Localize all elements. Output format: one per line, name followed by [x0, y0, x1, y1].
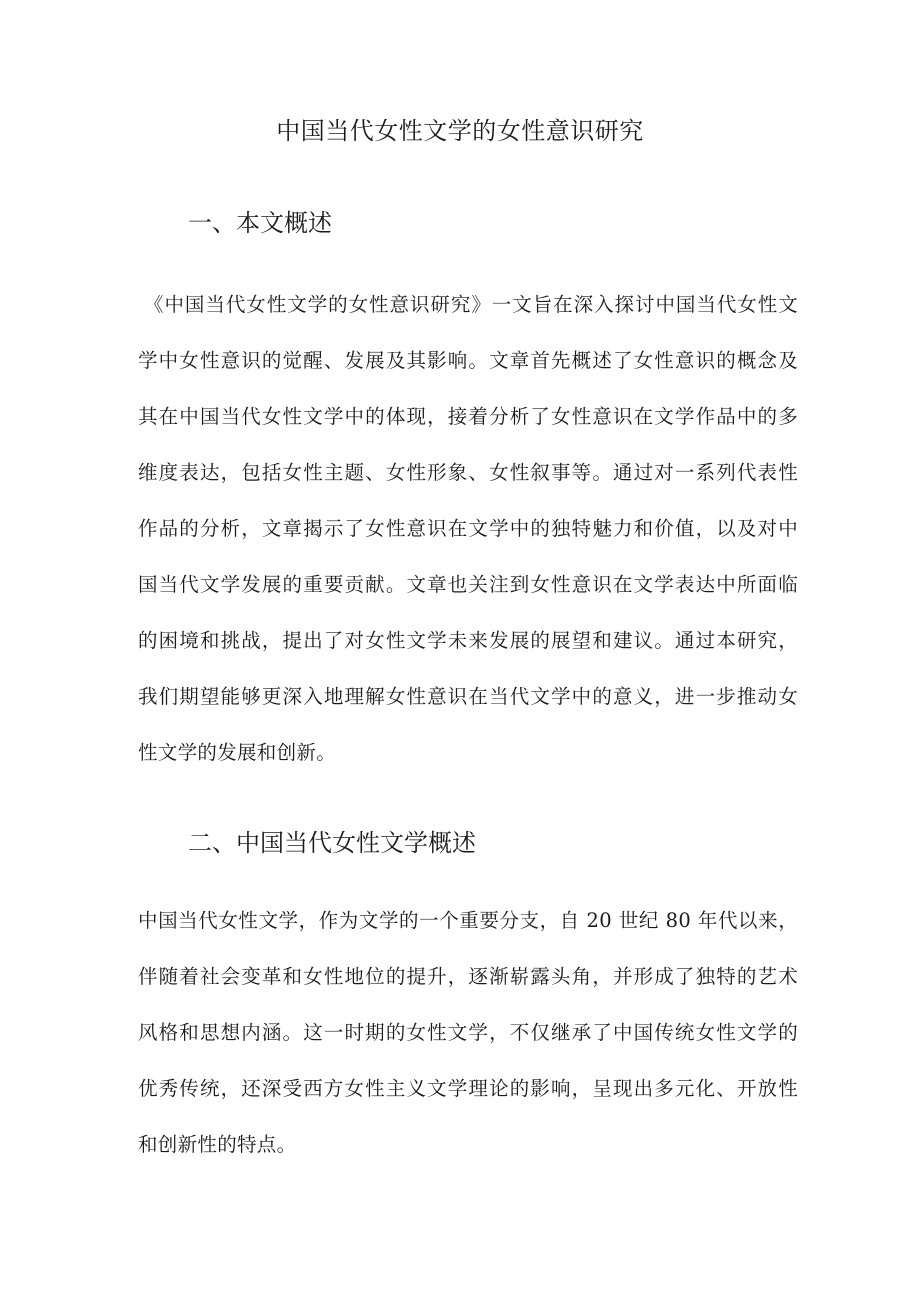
paragraph-line: 性文学的发展和创新。	[138, 741, 337, 764]
paragraph-line: 的困境和挑战，提出了对女性文学未来发展的展望和建议。通过本研究，	[138, 629, 798, 652]
paragraph-line: 作品的分析，文章揭示了女性意识在文学中的独特魅力和价值，以及对中	[138, 517, 798, 540]
paragraph-line: 维度表达，包括女性主题、女性形象、女性叙事等。通过对一系列代表性	[138, 461, 798, 484]
paragraph-line: 《中国当代女性文学的女性意识研究》一文旨在深入探讨中国当代女性文	[144, 293, 798, 316]
paragraph-line: 优秀传统，还深受西方女性主义文学理论的影响，呈现出多元化、开放性	[138, 1077, 798, 1100]
paragraph-line: 伴随着社会变革和女性地位的提升，逐渐崭露头角，并形成了独特的艺术	[138, 965, 798, 988]
paragraph-line: 其在中国当代女性文学中的体现，接着分析了女性意识在文学作品中的多	[138, 405, 798, 428]
paragraph-line: 我们期望能够更深入地理解女性意识在当代文学中的意义，进一步推动女	[138, 685, 798, 708]
paragraph-line: 学中女性意识的觉醒、发展及其影响。文章首先概述了女性意识的概念及	[138, 349, 798, 372]
paragraph-line: 风格和思想内涵。这一时期的女性文学，不仅继承了中国传统女性文学的	[138, 1021, 798, 1044]
paragraph-line: 中国当代女性文学，作为文学的一个重要分支，自 20 世纪 80 年代以来，	[138, 909, 798, 932]
section-heading-contemporary-women-literature: 二、中国当代女性文学概述	[188, 829, 476, 857]
paragraph-line: 和创新性的特点。	[138, 1133, 297, 1156]
paragraph-line: 国当代文学发展的重要贡献。文章也关注到女性意识在文学表达中所面临	[138, 573, 798, 596]
paragraph-overview	[138, 277, 798, 781]
document-title: 中国当代女性文学的女性意识研究	[276, 117, 644, 145]
section-heading-overview: 一、本文概述	[188, 209, 332, 237]
paragraph-contemporary-women-literature	[138, 893, 798, 1173]
